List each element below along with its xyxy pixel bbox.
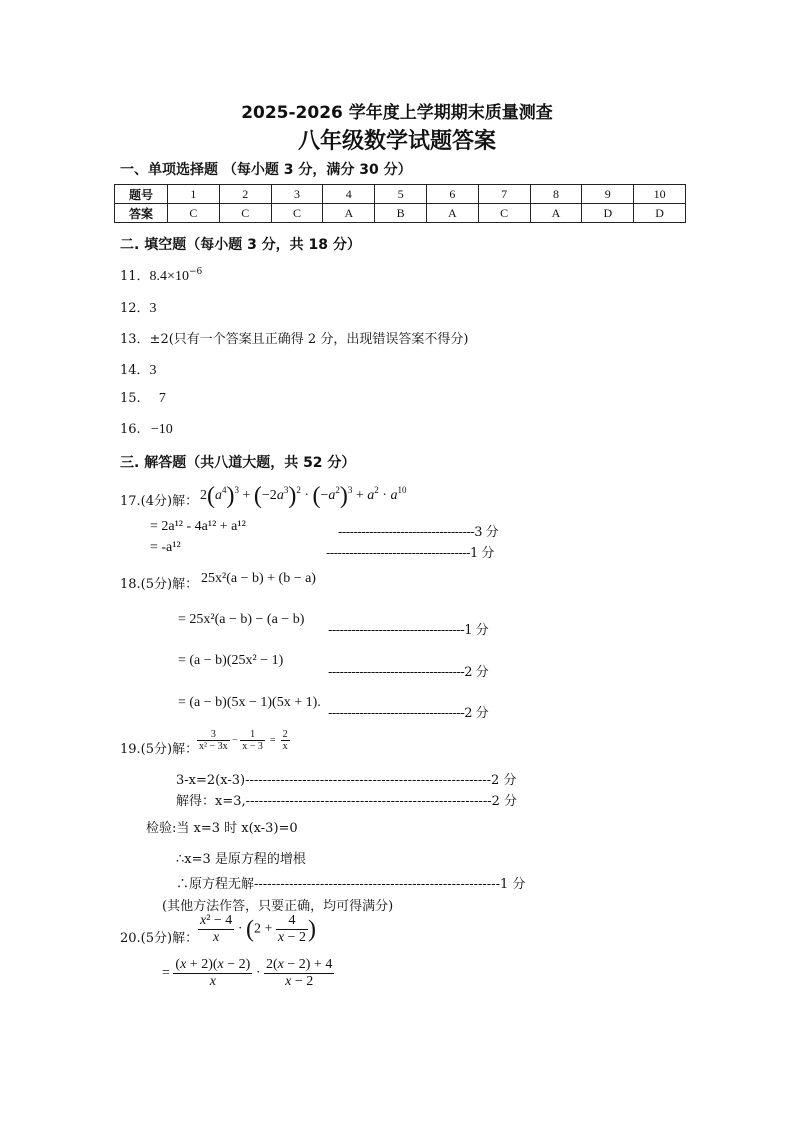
q20-step1: = $\frac{(x + 2)(x - 2)}{x}$ · $\frac{2(x - 2) + 4}{x - 2}$ <box>162 957 333 989</box>
q18-step1: = 25x²(a − b) − (a − b) <box>178 612 305 627</box>
table-row <box>115 204 686 223</box>
fill-item-12 <box>120 297 157 317</box>
q17-expression: $2(a^4)^3 + (-2a^3)^2 \cdot (-a^2)^3 + a^2 \cdot a^{10}$ <box>200 483 407 509</box>
table-cell: 6 <box>426 185 478 204</box>
item-answer: 7 <box>158 391 166 406</box>
table-cell: 2 <box>219 185 271 204</box>
item-number: 14． <box>120 363 150 378</box>
fraction: $\frac{2(x - 2) + 4}{x - 2}$ <box>265 957 333 989</box>
q17-step2: = -a¹² <box>150 540 181 555</box>
exam-title: 2025-2026 学年度上学期期末质量测查 <box>241 103 553 123</box>
fill-item-16 <box>120 422 173 438</box>
q19-line4: ∴x=3 是原方程的增根 <box>176 852 306 867</box>
item-exponent: −6 <box>188 267 203 277</box>
q17-step2-score: -------------------------------------1 分 <box>326 546 494 561</box>
fraction: $\frac{3}{\text{x² − 3x}}$ <box>199 729 228 752</box>
answer-table <box>114 184 686 223</box>
table-cell: 5 <box>375 185 427 204</box>
section2-heading: 二. 填空题（每小题 3 分，共 18 分） <box>120 237 361 253</box>
q19-label: 19.(5分)解： <box>120 742 199 757</box>
section3-heading: 三. 解答题（共八道大题，共 52 分） <box>120 455 356 471</box>
item-number: 11． <box>120 269 150 284</box>
fill-item-11 <box>120 265 202 285</box>
q19-line1: 3-x=2(x-3)--------------------------------------------------------2 分 <box>176 773 517 788</box>
table-cell: 7 <box>478 185 530 204</box>
item-number: 12． <box>120 301 150 316</box>
table-cell: D <box>582 204 634 223</box>
item-answer: 8.4×10 <box>149 269 189 284</box>
item-answer: ±2(只有一个答案且正确得 2 分，出现错误答案不得分) <box>149 332 469 347</box>
q17-step1: = 2a¹² - 4a¹² + a¹² <box>150 519 246 534</box>
table-header-cell: 题号 <box>115 185 168 204</box>
table-cell: C <box>219 204 271 223</box>
q18-step3-score: -----------------------------------2 分 <box>328 706 489 721</box>
q18-label: 18.(5分)解： <box>120 577 199 592</box>
section1-heading: 一、单项选择题 （每小题 3 分，满分 30 分） <box>120 162 412 178</box>
q18-expression: 25x²(a − b) + (b − a) <box>201 571 316 586</box>
table-header-cell: 答案 <box>115 204 168 223</box>
q19-equation: $\frac{3}{\text{x² − 3x}}$ − $\frac{1}{x - 3}$ = $\frac{2}{x}$ <box>199 729 288 752</box>
q19-line2: 解得：x=3,--------------------------------------------------------2 分 <box>176 794 518 809</box>
q18-step2: = (a − b)(25x² − 1) <box>178 653 284 668</box>
table-cell: A <box>426 204 478 223</box>
exam-subtitle: 八年级数学试题答案 <box>297 129 496 154</box>
q17-step1-score: -----------------------------------3 分 <box>338 525 499 540</box>
q19-note: (其他方法作答，只要正确，均可得满分) <box>162 899 394 914</box>
item-number: 15. <box>120 391 141 406</box>
table-cell: 4 <box>323 185 375 204</box>
table-cell: A <box>530 204 582 223</box>
q17-label: 17.(4分)解： <box>120 494 199 509</box>
q20-label: 20.(5分)解： <box>120 931 199 946</box>
table-cell: C <box>478 204 530 223</box>
table-cell: C <box>271 204 323 223</box>
table-cell: C <box>168 204 220 223</box>
item-answer: 3 <box>149 363 157 378</box>
table-cell: 1 <box>168 185 220 204</box>
item-number: 16. <box>120 422 141 437</box>
table-cell: 8 <box>530 185 582 204</box>
fill-item-13 <box>120 328 468 347</box>
fraction: $\frac{1}{x - 3}$ <box>242 729 263 752</box>
item-answer: 3 <box>149 301 157 316</box>
fraction: $\frac{(x + 2)(x - 2)}{x}$ <box>175 957 251 989</box>
q20-expression: $\frac{\text{x² − 4}}{x}$ · (2 + $\frac{4}{x - 2}$ ) <box>200 913 317 945</box>
q18-step1-score: -----------------------------------1 分 <box>328 623 489 638</box>
q18-step3: = (a − b)(5x − 1)(5x + 1). <box>178 695 321 710</box>
table-cell: B <box>375 204 427 223</box>
table-cell: D <box>634 204 686 223</box>
table-cell: 10 <box>634 185 686 204</box>
q19-line5: ∴原方程无解--------------------------------------------------------1 分 <box>176 877 526 892</box>
table-cell: 9 <box>582 185 634 204</box>
item-number: 13． <box>120 332 150 347</box>
fraction: $\frac{2}{x}$ <box>282 729 288 752</box>
fill-item-15 <box>120 391 166 407</box>
item-answer: −10 <box>150 422 173 437</box>
table-cell: A <box>323 204 375 223</box>
fraction: $\frac{\text{x² − 4}}{x}$ <box>200 913 233 945</box>
table-row <box>115 185 686 204</box>
table-cell: 3 <box>271 185 323 204</box>
fill-item-14 <box>120 359 157 379</box>
fraction: $\frac{4}{x - 2}$ <box>277 913 307 945</box>
q18-step2-score: -----------------------------------2 分 <box>328 665 489 680</box>
q19-line3: 检验:当 x=3 时 x(x-3)=0 <box>146 821 298 836</box>
